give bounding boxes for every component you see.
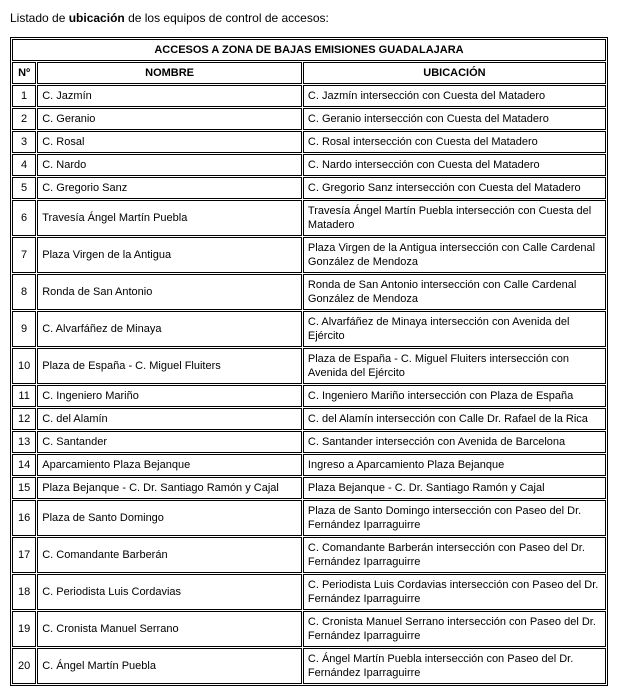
table-row: [12, 500, 606, 536]
column-header-num: Nº: [12, 62, 36, 84]
row-number-cell: 10: [12, 348, 36, 384]
intro-bold-word: ubicación: [68, 11, 125, 25]
row-number-cell: 11: [12, 385, 36, 407]
ubicacion-cell: Plaza de España - C. Miguel Fluiters intersección con Avenida del Ejército: [303, 348, 606, 384]
nombre-cell: Plaza de Santo Domingo: [37, 500, 302, 536]
ubicacion-cell: C. Rosal intersección con Cuesta del Matadero: [303, 131, 606, 153]
row-number-cell: 20: [12, 648, 36, 684]
ubicacion-cell: Travesía Ángel Martín Puebla intersección con Cuesta del Matadero: [303, 200, 606, 236]
nombre-cell: Plaza de España - C. Miguel Fluiters: [37, 348, 302, 384]
nombre-cell: Plaza Virgen de la Antigua: [37, 237, 302, 273]
ubicacion-cell: C. del Alamín intersección con Calle Dr. Rafael de la Rica: [303, 408, 606, 430]
intro-prefix: Listado de: [10, 11, 69, 25]
table-row: [12, 454, 606, 476]
ubicacion-cell: C. Gregorio Sanz intersección con Cuesta del Matadero: [303, 177, 606, 199]
row-number-cell: 1: [12, 85, 36, 107]
nombre-cell: C. Nardo: [37, 154, 302, 176]
row-number-cell: 16: [12, 500, 36, 536]
table-row: [12, 131, 606, 153]
intro-line: [10, 10, 613, 26]
row-number-cell: 3: [12, 131, 36, 153]
ubicacion-cell: C. Periodista Luis Cordavias intersección con Paseo del Dr. Fernández Iparraguirre: [303, 574, 606, 610]
nombre-cell: C. Rosal: [37, 131, 302, 153]
row-number-cell: 19: [12, 611, 36, 647]
table-row: [12, 574, 606, 610]
row-number-cell: 17: [12, 537, 36, 573]
row-number-cell: 2: [12, 108, 36, 130]
ubicacion-cell: C. Cronista Manuel Serrano intersección con Paseo del Dr. Fernández Iparraguirre: [303, 611, 606, 647]
table-row: [12, 274, 606, 310]
table-row: [12, 85, 606, 107]
row-number-cell: 14: [12, 454, 36, 476]
table-row: [12, 348, 606, 384]
row-number-cell: 5: [12, 177, 36, 199]
row-number-cell: 13: [12, 431, 36, 453]
column-header-nombre: NOMBRE: [37, 62, 302, 84]
ubicacion-cell: C. Ángel Martín Puebla intersección con Paseo del Dr. Fernández Iparraguirre: [303, 648, 606, 684]
ubicacion-cell: Plaza Bejanque - C. Dr. Santiago Ramón y Cajal: [303, 477, 606, 499]
row-number-cell: 8: [12, 274, 36, 310]
ubicacion-cell: Ingreso a Aparcamiento Plaza Bejanque: [303, 454, 606, 476]
table-row: [12, 408, 606, 430]
intro-suffix: de los equipos de control de accesos:: [124, 11, 329, 25]
nombre-cell: C. Periodista Luis Cordavias: [37, 574, 302, 610]
nombre-cell: C. Alvarfáñez de Minaya: [37, 311, 302, 347]
row-number-cell: 12: [12, 408, 36, 430]
nombre-cell: C. Ángel Martín Puebla: [37, 648, 302, 684]
table-row: [12, 611, 606, 647]
row-number-cell: 15: [12, 477, 36, 499]
table-row: [12, 200, 606, 236]
ubicacion-cell: C. Geranio intersección con Cuesta del Matadero: [303, 108, 606, 130]
table-row: [12, 108, 606, 130]
table-title-row: [12, 39, 606, 61]
table-row: [12, 177, 606, 199]
row-number-cell: 18: [12, 574, 36, 610]
nombre-cell: C. Geranio: [37, 108, 302, 130]
ubicacion-cell: C. Nardo intersección con Cuesta del Matadero: [303, 154, 606, 176]
ubicacion-cell: C. Santander intersección con Avenida de Barcelona: [303, 431, 606, 453]
table-title: ACCESOS A ZONA DE BAJAS EMISIONES GUADALAJARA: [12, 39, 606, 61]
table-row: [12, 237, 606, 273]
column-header-ubicacion: UBICACIÓN: [303, 62, 606, 84]
ubicacion-cell: Ronda de San Antonio intersección con Calle Cardenal González de Mendoza: [303, 274, 606, 310]
ubicacion-cell: Plaza Virgen de la Antigua intersección con Calle Cardenal González de Mendoza: [303, 237, 606, 273]
nombre-cell: C. Jazmín: [37, 85, 302, 107]
table-row: [12, 154, 606, 176]
ubicacion-cell: Plaza de Santo Domingo intersección con Paseo del Dr. Fernández Iparraguirre: [303, 500, 606, 536]
nombre-cell: C. Santander: [37, 431, 302, 453]
nombre-cell: Plaza Bejanque - C. Dr. Santiago Ramón y Cajal: [37, 477, 302, 499]
table-row: [12, 311, 606, 347]
row-number-cell: 7: [12, 237, 36, 273]
nombre-cell: Travesía Ángel Martín Puebla: [37, 200, 302, 236]
row-number-cell: 9: [12, 311, 36, 347]
nombre-cell: Aparcamiento Plaza Bejanque: [37, 454, 302, 476]
table-row: [12, 431, 606, 453]
nombre-cell: C. Comandante Barberán: [37, 537, 302, 573]
table-row: [12, 477, 606, 499]
ubicacion-cell: C. Jazmín intersección con Cuesta del Matadero: [303, 85, 606, 107]
table-head: [12, 39, 606, 84]
nombre-cell: C. Ingeniero Mariño: [37, 385, 302, 407]
nombre-cell: C. Cronista Manuel Serrano: [37, 611, 302, 647]
nombre-cell: Ronda de San Antonio: [37, 274, 302, 310]
table-body: [12, 85, 606, 684]
row-number-cell: 4: [12, 154, 36, 176]
column-header-row: [12, 62, 606, 84]
table-row: [12, 648, 606, 684]
row-number-cell: 6: [12, 200, 36, 236]
ubicacion-cell: C. Comandante Barberán intersección con Paseo del Dr. Fernández Iparraguirre: [303, 537, 606, 573]
ubicacion-cell: C. Ingeniero Mariño intersección con Plaza de España: [303, 385, 606, 407]
ubicacion-cell: C. Alvarfáñez de Minaya intersección con Avenida del Ejército: [303, 311, 606, 347]
table-row: [12, 537, 606, 573]
access-equipment-table: [10, 37, 608, 686]
table-row: [12, 385, 606, 407]
nombre-cell: C. Gregorio Sanz: [37, 177, 302, 199]
nombre-cell: C. del Alamín: [37, 408, 302, 430]
